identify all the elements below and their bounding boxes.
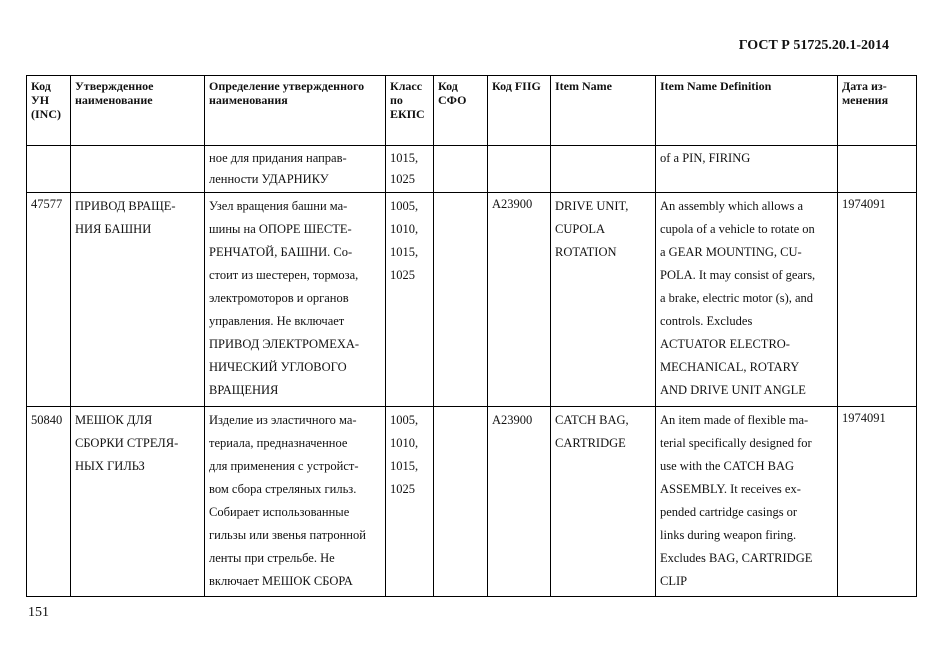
header-ekps-class: Класс по ЕКПС <box>386 76 434 146</box>
cell-change-date: 1974091 <box>838 407 917 597</box>
page-number: 151 <box>28 605 49 620</box>
header-change-date: Дата из-менения <box>838 76 917 146</box>
cell-approved-definition: Узел вращения башни ма- шины на ОПОРЕ ШЕСТЕ- РЕНЧАТОЙ, БАШНИ. Со- стоит из шестерен, тормоза, электромоторов и органов управления. Не включает ПРИВОД ЭЛЕКТРОМЕХА- НИЧЕСКИЙ УГЛОВОГО ВРАЩЕНИЯ <box>205 193 386 407</box>
catalog-table <box>26 75 917 597</box>
cell-change-date <box>838 146 917 193</box>
cell-sfo-code <box>434 193 488 407</box>
document-standard-number: ГОСТ Р 51725.20.1-2014 <box>738 38 889 53</box>
cell-change-date: 1974091 <box>838 193 917 407</box>
cell-item-name-definition: of a PIN, FIRING <box>656 146 838 193</box>
header-fiig-code: Код FIIG <box>488 76 551 146</box>
cell-inc <box>27 146 71 193</box>
cell-inc: 50840 <box>27 407 71 597</box>
cell-inc: 47577 <box>27 193 71 407</box>
cell-approved-definition: Изделие из эластичного ма- териала, предназначенное для применения с устройст- вом сбора стреляных гильз. Собирает использованные гильзы или звенья патронной ленты при стрельбе. Не включает МЕШОК СБОРА <box>205 407 386 597</box>
cell-item-name <box>551 146 656 193</box>
header-approved-definition: Определение утвержденного наименования <box>205 76 386 146</box>
cell-item-name: CATCH BAG, CARTRIDGE <box>551 407 656 597</box>
cell-item-name-definition: An item made of flexible ma- terial specifically designed for use with the CATCH BAG ASSEMBLY. It receives ex- pended cartridge casings or links during weapon firing. Excludes BAG, CARTRIDGE CLIP <box>656 407 838 597</box>
table-row <box>27 407 917 597</box>
header-inc: Код УН (INC) <box>27 76 71 146</box>
table-header-row <box>27 76 917 146</box>
cell-approved-name: МЕШОК ДЛЯ СБОРКИ СТРЕЛЯ- НЫХ ГИЛЬЗ <box>71 407 205 597</box>
cell-approved-definition: ное для придания направ- ленности УДАРНИКУ <box>205 146 386 193</box>
cell-approved-name <box>71 146 205 193</box>
cell-fiig-code <box>488 146 551 193</box>
header-approved-name: Утвержденное наименование <box>71 76 205 146</box>
header-item-name-definition: Item Name Definition <box>656 76 838 146</box>
cell-item-name: DRIVE UNIT, CUPOLA ROTATION <box>551 193 656 407</box>
cell-ekps-class: 1005, 1010, 1015, 1025 <box>386 407 434 597</box>
cell-item-name-definition: An assembly which allows a cupola of a vehicle to rotate on a GEAR MOUNTING, CU- POLA. It may consist of gears, a brake, electric motor (s), and controls. Excludes ACTUATOR ELECTRO- MECHANICAL, ROTARY AND DRIVE UNIT ANGLE <box>656 193 838 407</box>
table-row <box>27 193 917 407</box>
header-item-name: Item Name <box>551 76 656 146</box>
header-sfo-code: Код СФО <box>434 76 488 146</box>
cell-ekps-class: 1005, 1010, 1015, 1025 <box>386 193 434 407</box>
cell-fiig-code: A23900 <box>488 193 551 407</box>
cell-ekps-class: 1015, 1025 <box>386 146 434 193</box>
cell-fiig-code: A23900 <box>488 407 551 597</box>
cell-approved-name: ПРИВОД ВРАЩЕ- НИЯ БАШНИ <box>71 193 205 407</box>
cell-sfo-code <box>434 407 488 597</box>
table-row <box>27 146 917 193</box>
cell-sfo-code <box>434 146 488 193</box>
